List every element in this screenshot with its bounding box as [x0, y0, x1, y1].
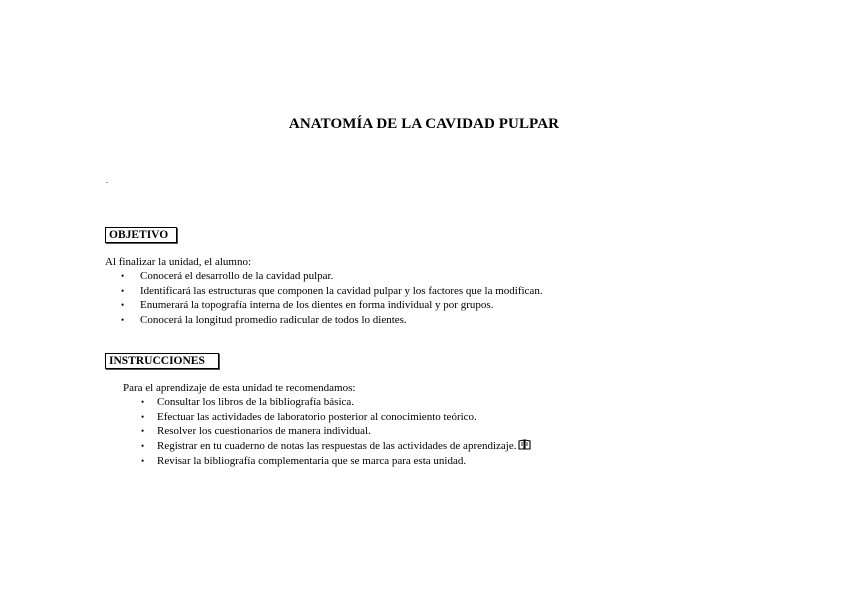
objetivo-intro: Al finalizar la unidad, el alumno: [105, 256, 252, 268]
bullet-icon: • [141, 411, 145, 422]
bullet-icon: • [121, 271, 125, 281]
list-item-text: Resolver los cuestionarios de manera individual. [157, 425, 371, 437]
list-item [141, 439, 531, 455]
book-icon [518, 439, 531, 455]
list-item-text: Efectuar las actividades de laboratorio posterior al conocimiento teórico. [157, 410, 477, 423]
instrucciones-intro: Para el aprendizaje de esta unidad te recomendamos: [123, 382, 356, 394]
list-item-text: Registrar en tu cuaderno de notas las respuestas de las actividades de aprendizaje. [157, 439, 517, 452]
bullet-icon: • [141, 426, 145, 436]
instrucciones-list [141, 395, 531, 469]
bullet-icon: • [141, 397, 145, 407]
instrucciones-heading: INSTRUCCIONES [105, 353, 219, 369]
list-item [141, 454, 531, 469]
list-item [141, 410, 531, 425]
list-item-text: Identificará las estructuras que componen la cavidad pulpar y los factores que la modifican. [140, 284, 543, 297]
list-item [121, 284, 543, 299]
list-item-text: Enumerará la topografía interna de los dientes en forma individual y por grupos. [140, 299, 494, 311]
bullet-icon: • [141, 440, 145, 451]
list-item-text: Consultar los libros de la bibliografía básica. [157, 396, 355, 408]
objetivo-heading: OBJETIVO [105, 227, 177, 243]
list-item [141, 395, 531, 410]
list-item-text: Conocerá la longitud promedio radicular de todos lo dientes. [140, 313, 407, 326]
bullet-icon: • [121, 285, 125, 296]
bullet-icon: • [141, 456, 145, 466]
list-item [121, 298, 543, 313]
stray-mark: . [106, 176, 108, 185]
list-item [141, 424, 531, 439]
list-item [121, 313, 543, 328]
list-item-text: Revisar la bibliografía complementaria que se marca para esta unidad. [157, 455, 467, 467]
page-title: ANATOMÍA DE LA CAVIDAD PULPAR [288, 116, 560, 132]
bullet-icon: • [121, 300, 125, 310]
list-item [121, 269, 543, 284]
bullet-icon: • [121, 314, 125, 325]
objetivo-list [121, 269, 543, 327]
list-item-text: Conocerá el desarrollo de la cavidad pulpar. [140, 270, 334, 282]
